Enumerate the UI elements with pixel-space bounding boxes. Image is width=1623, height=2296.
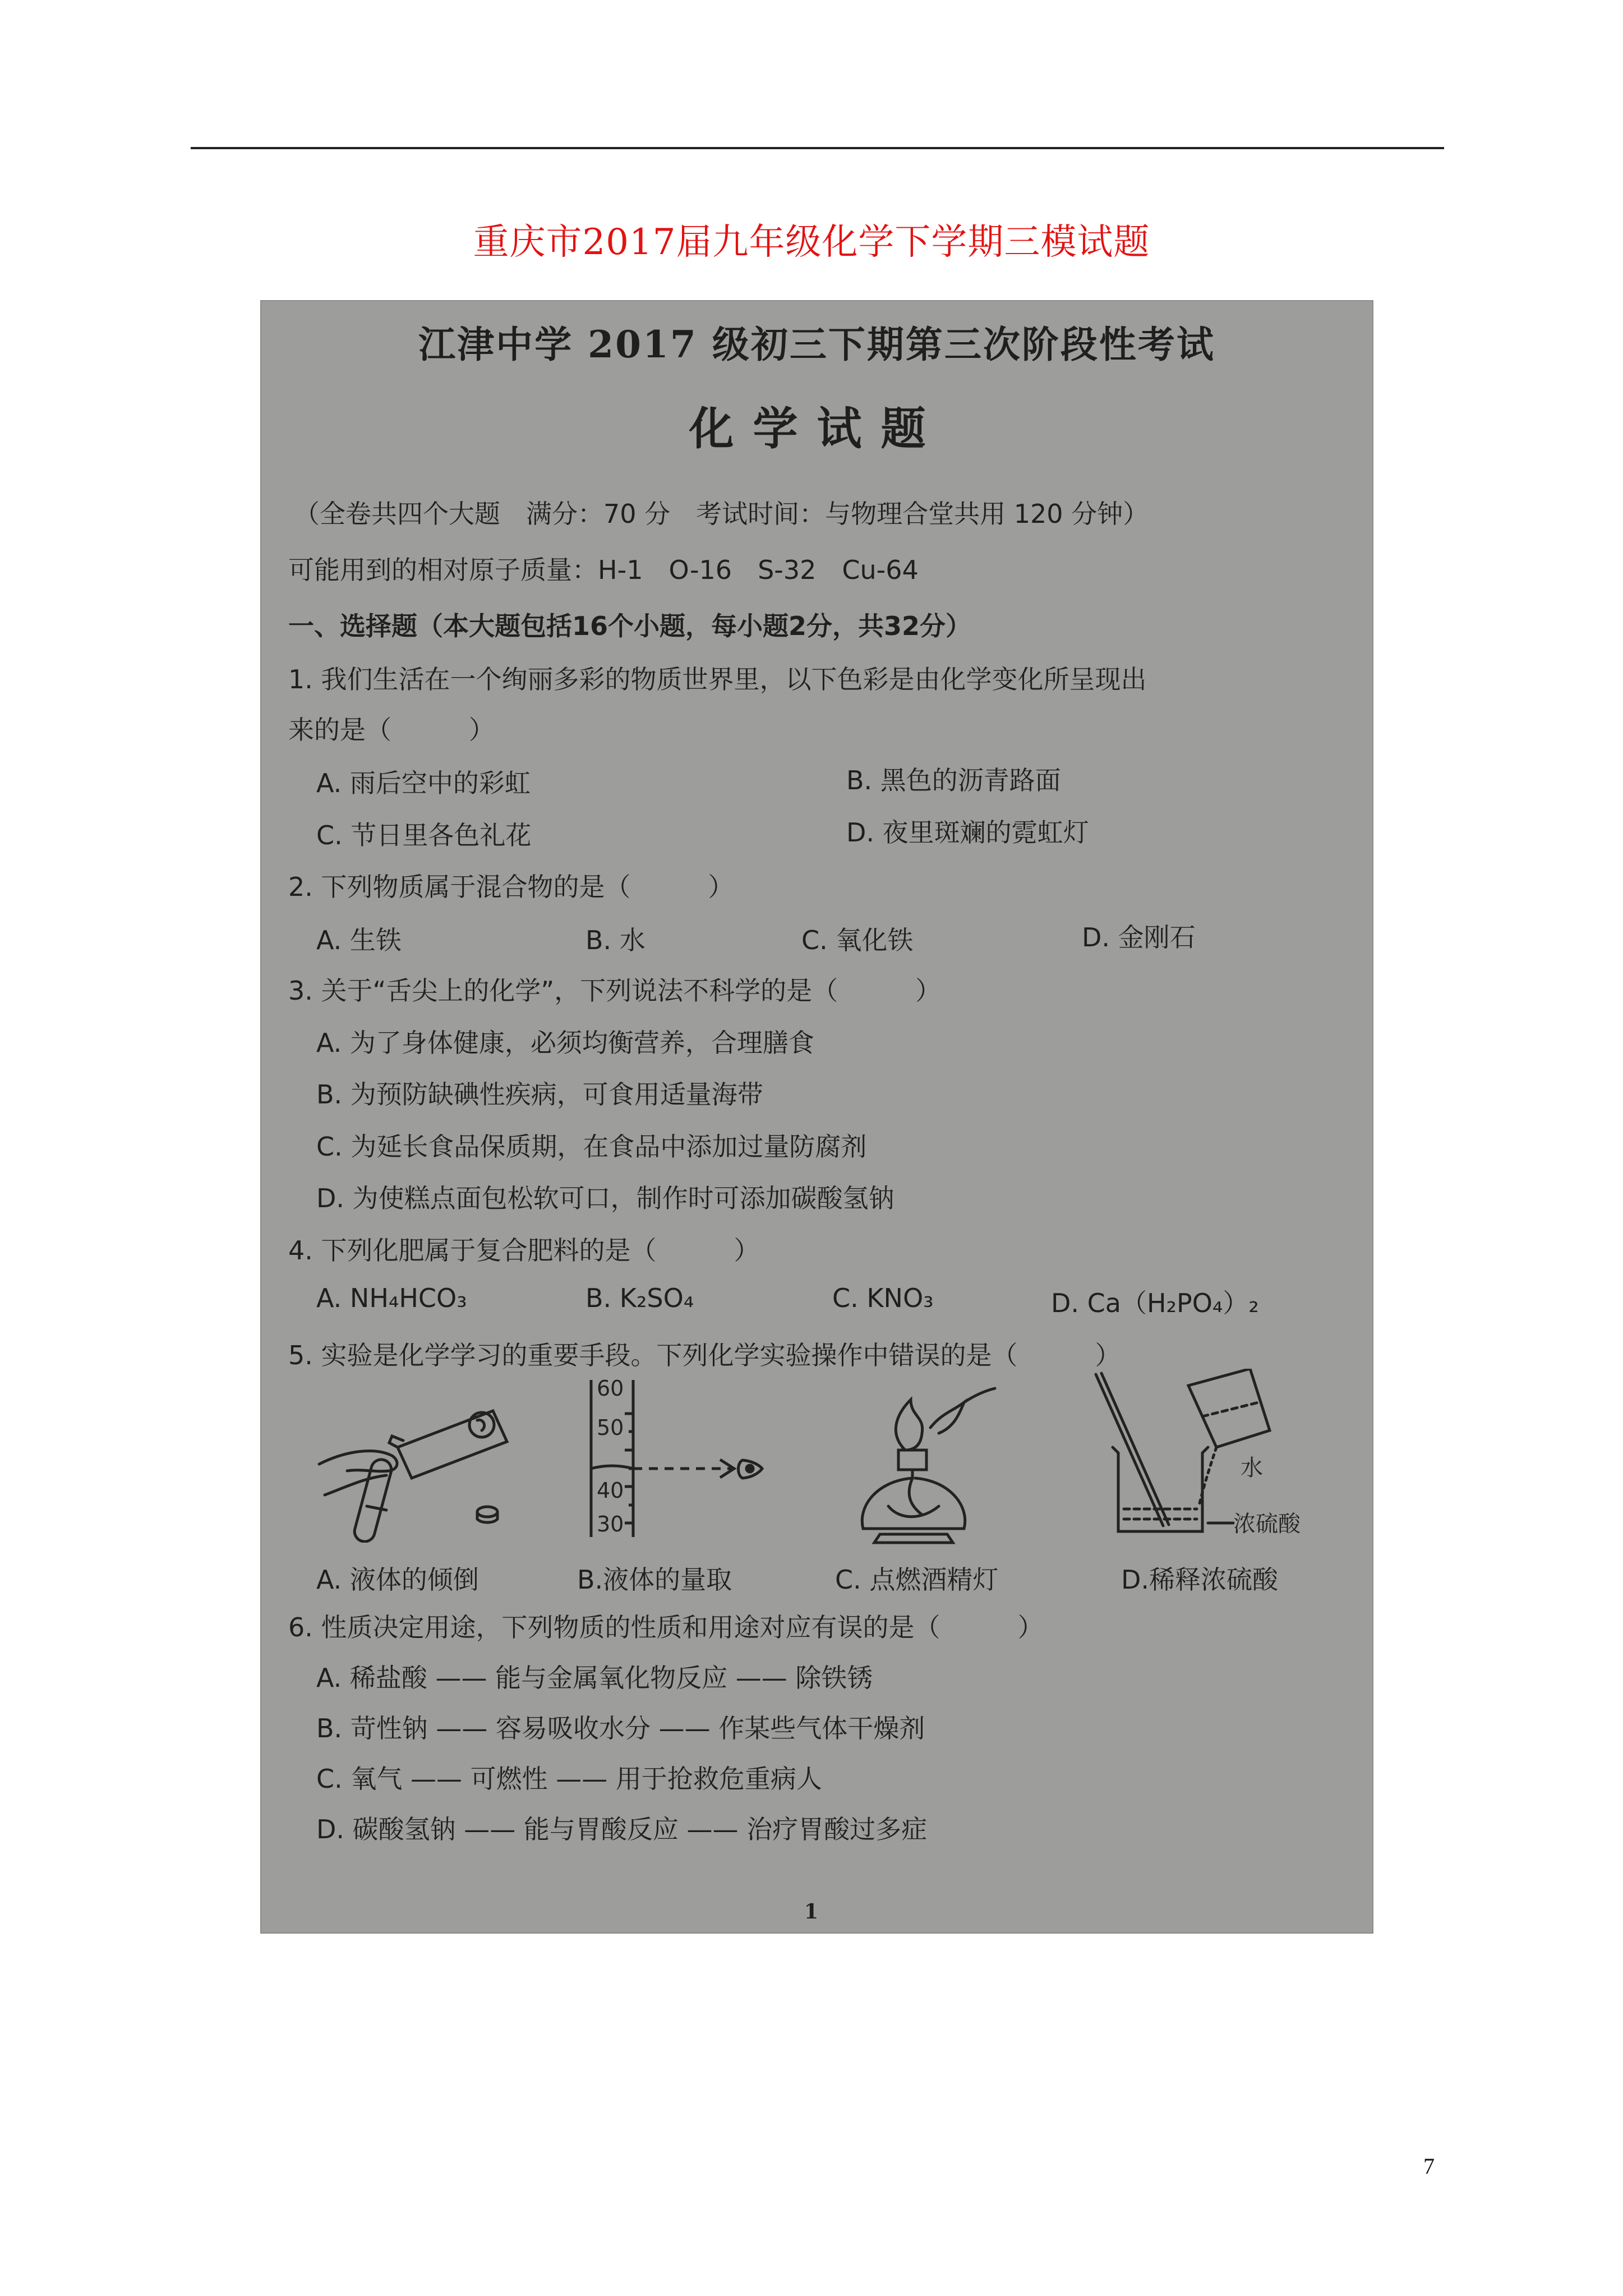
q4-option-b: B. K₂SO₄ (585, 1283, 694, 1313)
dilute-sulfuric-acid-figure (1090, 1369, 1326, 1554)
label-water: 水 (1241, 1455, 1263, 1481)
q1-option-d: D. 夜里斑斓的霓虹灯 (846, 817, 1089, 848)
q2-option-a: A. 生铁 (316, 925, 402, 955)
q3-stem: 3. 关于“舌尖上的化学”，下列说法不科学的是（ ） (288, 976, 942, 1006)
alcohol-lamp-figure (832, 1366, 1012, 1551)
q4-option-a: A. NH₄HCO₃ (316, 1283, 467, 1313)
q6-option-c: C. 氧气 —— 可燃性 —— 用于抢救危重病人 (316, 1764, 822, 1794)
q5-option-a: A. 液体的倾倒 (316, 1565, 479, 1595)
q3-option-c: C. 为延长食品保质期，在食品中添加过量防腐剂 (316, 1131, 867, 1162)
q4-option-d: D. Ca（H₂PO₄）₂ (1051, 1288, 1259, 1318)
q5-stem: 5. 实验是化学学习的重要手段。下列化学实验操作中错误的是（ ） (288, 1340, 1121, 1370)
q4-stem: 4. 下列化肥属于复合肥料的是（ ） (288, 1235, 760, 1266)
scan-page-number: 1 (804, 1900, 819, 1924)
q5-option-b: B.液体的量取 (577, 1565, 732, 1595)
liquid-pouring-figure (313, 1380, 527, 1543)
q1-option-b: B. 黑色的沥青路面 (846, 765, 1061, 795)
q6-stem: 6. 性质决定用途，下列物质的性质和用途对应有误的是（ ） (288, 1612, 1044, 1642)
scanned-exam-sheet (260, 300, 1373, 1934)
page-title: 重庆市2017届九年级化学下学期三模试题 (473, 222, 1150, 263)
cylinder-mark-40: 40 (597, 1478, 624, 1503)
q2-option-d: D. 金刚石 (1082, 922, 1196, 953)
exam-info: （全卷共四个大题 满分：70 分 考试时间：与物理合堂共用 120 分钟） (294, 499, 1149, 529)
section-heading: 一、选择题（本大题包括16个小题，每小题2分，共32分） (288, 611, 972, 641)
cylinder-mark-50: 50 (597, 1415, 624, 1440)
q3-option-a: A. 为了身体健康，必须均衡营养，合理膳食 (316, 1028, 814, 1058)
school-exam-title: 江津中学 2017 级初三下期第三次阶段性考试 (418, 323, 1215, 366)
q1-stem-line1: 1. 我们生活在一个绚丽多彩的物质世界里，以下色彩是由化学变化所呈现出 (288, 664, 1147, 694)
q3-option-b: B. 为预防缺碘性疾病，可食用适量海带 (316, 1079, 763, 1110)
page-number: 7 (1423, 2154, 1435, 2179)
atomic-masses: 可能用到的相对原子质量：H-1 O-16 S-32 Cu-64 (288, 555, 919, 585)
q5-option-d: D.稀释浓硫酸 (1121, 1565, 1279, 1595)
q2-stem: 2. 下列物质属于混合物的是（ ） (288, 872, 734, 902)
q1-stem-line2: 来的是（ ） (288, 715, 495, 745)
q5-option-c: C. 点燃酒精灯 (835, 1565, 999, 1595)
header-rule (191, 147, 1444, 149)
cylinder-mark-60: 60 (597, 1376, 624, 1401)
cylinder-mark-30: 30 (597, 1512, 624, 1536)
graduated-cylinder-figure (574, 1369, 776, 1548)
subject-title: 化学试题 (689, 402, 945, 455)
q6-option-b: B. 苛性钠 —— 容易吸收水分 —— 作某些气体干燥剂 (316, 1713, 925, 1743)
q6-option-a: A. 稀盐酸 —— 能与金属氧化物反应 —— 除铁锈 (316, 1663, 873, 1693)
q2-option-b: B. 水 (585, 925, 645, 955)
q6-option-d: D. 碳酸氢钠 —— 能与胃酸反应 —— 治疗胃酸过多症 (316, 1814, 928, 1844)
label-conc-acid: 浓硫酸 (1233, 1511, 1301, 1537)
q2-option-c: C. 氧化铁 (801, 925, 914, 955)
q3-option-d: D. 为使糕点面包松软可口，制作时可添加碳酸氢钠 (316, 1183, 895, 1213)
q4-option-c: C. KNO₃ (832, 1283, 934, 1313)
q1-option-a: A. 雨后空中的彩虹 (316, 768, 531, 798)
q1-option-c: C. 节日里各色礼花 (316, 820, 532, 850)
